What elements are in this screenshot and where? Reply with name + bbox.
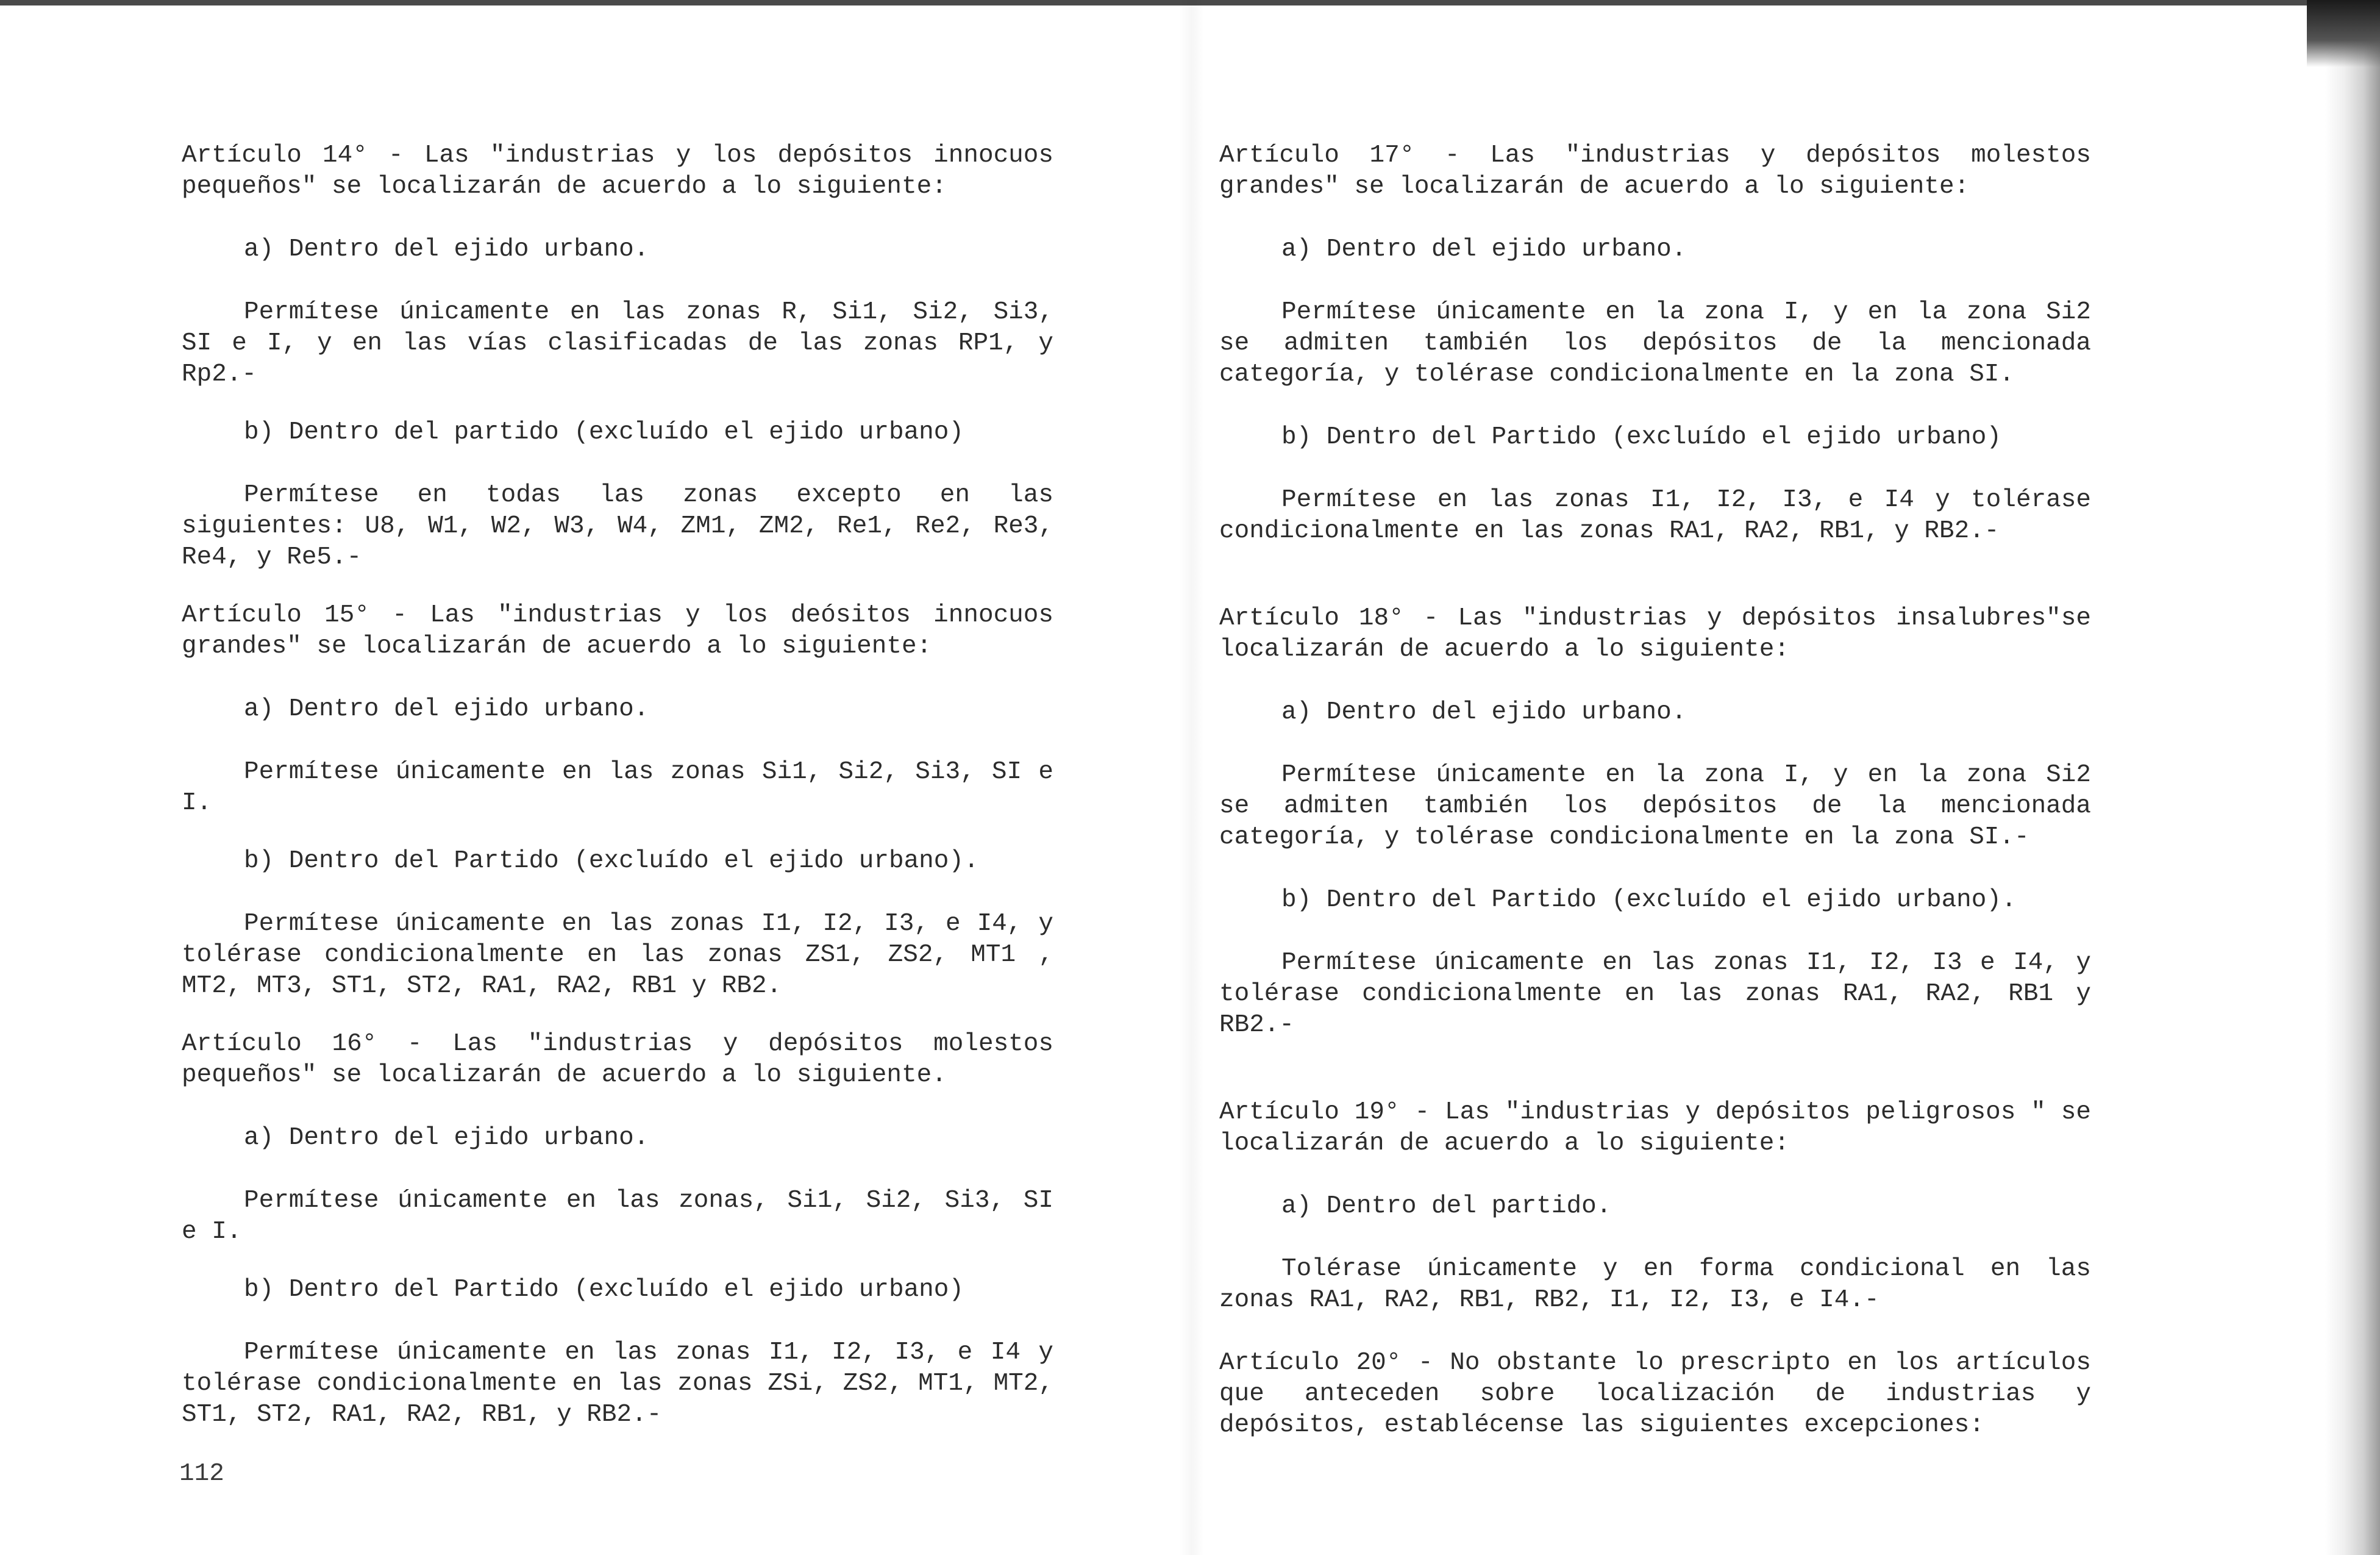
page-number: 112 bbox=[179, 1460, 224, 1488]
article-14-item-b-text: Permítese en todas las zonas excepto en las siguientes: U8, W1, W2, W3, W4, ZM1, ZM2, Re1, Re2, Re3, Re4, y Re5.- bbox=[182, 481, 1069, 571]
article-18-item-b-text: Permítese únicamente en las zonas I1, I2, I3 e I4, y tolérase condicionalmente en las zonas RA1, RA2, RB1 y RB2.- bbox=[1219, 949, 2106, 1039]
article-19-heading: Artículo 19° - Las "industrias y depósitos peligrosos " se localizarán de acuerdo a lo siguiente: bbox=[1219, 1098, 2106, 1157]
article-15-item-a-text: Permítese únicamente en las zonas Si1, Si2, Si3, SI e I. bbox=[182, 758, 1069, 817]
article-17-item-b: b) Dentro del Partido (excluído el ejido urbano) bbox=[1281, 423, 2001, 451]
article-18-item-a: a) Dentro del ejido urbano. bbox=[1281, 698, 1687, 726]
article-20-heading: Artículo 20° - No obstante lo prescripto en los artículos que anteceden sobre localización de industrias y depósitos, establécense las siguientes excepciones: bbox=[1219, 1349, 2106, 1439]
article-17-heading: Artículo 17° - Las "industrias y depósitos molestos grandes" se localizarán de acuerdo a lo siguiente: bbox=[1219, 141, 2106, 201]
article-14-item-b: b) Dentro del partido (excluído el ejido urbano) bbox=[244, 418, 964, 446]
article-17-item-b-text: Permítese en las zonas I1, I2, I3, e I4 y tolérase condicionalmente en las zonas RA1, RA2, RB1, y RB2.- bbox=[1219, 486, 2106, 545]
article-16-item-a: a) Dentro del ejido urbano. bbox=[244, 1124, 649, 1152]
article-18-item-b: b) Dentro del Partido (excluído el ejido urbano). bbox=[1281, 886, 2017, 914]
article-14-heading: Artículo 14° - Las "industrias y los depósitos innocuos pequeños" se localizarán de acuerdo a lo siguiente: bbox=[182, 141, 1069, 201]
article-18-heading: Artículo 18° - Las "industrias y depósitos insalubres"se localizarán de acuerdo a lo siguiente: bbox=[1219, 604, 2106, 663]
article-15-item-b: b) Dentro del Partido (excluído el ejido urbano). bbox=[244, 847, 979, 875]
article-16-item-a-text: Permítese únicamente en las zonas, Si1, Si2, Si3, SI e I. bbox=[182, 1187, 1069, 1246]
article-16-heading: Artículo 16° - Las "industrias y depósitos molestos pequeños" se localizarán de acuerdo a lo siguiente. bbox=[182, 1030, 1069, 1089]
book-gutter bbox=[1180, 0, 1204, 1555]
article-17-item-a: a) Dentro del ejido urbano. bbox=[1281, 235, 1687, 263]
article-14-item-a-text: Permítese únicamente en las zonas R, Si1, Si2, Si3, SI e I, y en las vías clasificadas de las zonas RP1, y Rp2.- bbox=[182, 298, 1069, 388]
article-17-item-a-text: Permítese únicamente en la zona I, y en la zona Si2 se admiten también los depósitos de la mencionada categoría, y tolérase condicionalmente en la zona SI. bbox=[1219, 298, 2106, 388]
article-18-item-a-text: Permítese únicamente en la zona I, y en la zona Si2 se admiten también los depósitos de la mencionada categoría, y tolérase condicionalmente en la zona SI.- bbox=[1219, 761, 2106, 851]
scan-right-edge bbox=[2325, 0, 2380, 1555]
article-15-heading: Artículo 15° - Las "industrias y los deósitos innocuos grandes" se localizarán de acuerdo a lo siguiente: bbox=[182, 601, 1069, 660]
article-19-item-a: a) Dentro del partido. bbox=[1281, 1192, 1612, 1220]
article-16-item-b: b) Dentro del Partido (excluído el ejido urbano) bbox=[244, 1276, 964, 1304]
article-15-item-a: a) Dentro del ejido urbano. bbox=[244, 695, 649, 723]
scan-corner-shadow bbox=[2307, 0, 2380, 67]
article-15-item-b-text: Permítese únicamente en las zonas I1, I2, I3, e I4, y tolérase condicionalmente en las zonas ZS1, ZS2, MT1 , MT2, MT3, ST1, ST2, RA1, RA2, RB1 y RB2. bbox=[182, 910, 1069, 1000]
right-page bbox=[1219, 140, 2106, 1441]
article-14-item-a: a) Dentro del ejido urbano. bbox=[244, 235, 649, 263]
article-16-item-b-text: Permítese únicamente en las zonas I1, I2, I3, e I4 y tolérase condicionalmente en las zonas ZSi, ZS2, MT1, MT2, ST1, ST2, RA1, RA2, RB1, y RB2.- bbox=[182, 1339, 1069, 1429]
left-page bbox=[182, 140, 1069, 1431]
article-19-item-a-text: Tolérase únicamente y en forma condicional en las zonas RA1, RA2, RB1, RB2, I1, I2, I3, e I4.- bbox=[1219, 1255, 2106, 1314]
